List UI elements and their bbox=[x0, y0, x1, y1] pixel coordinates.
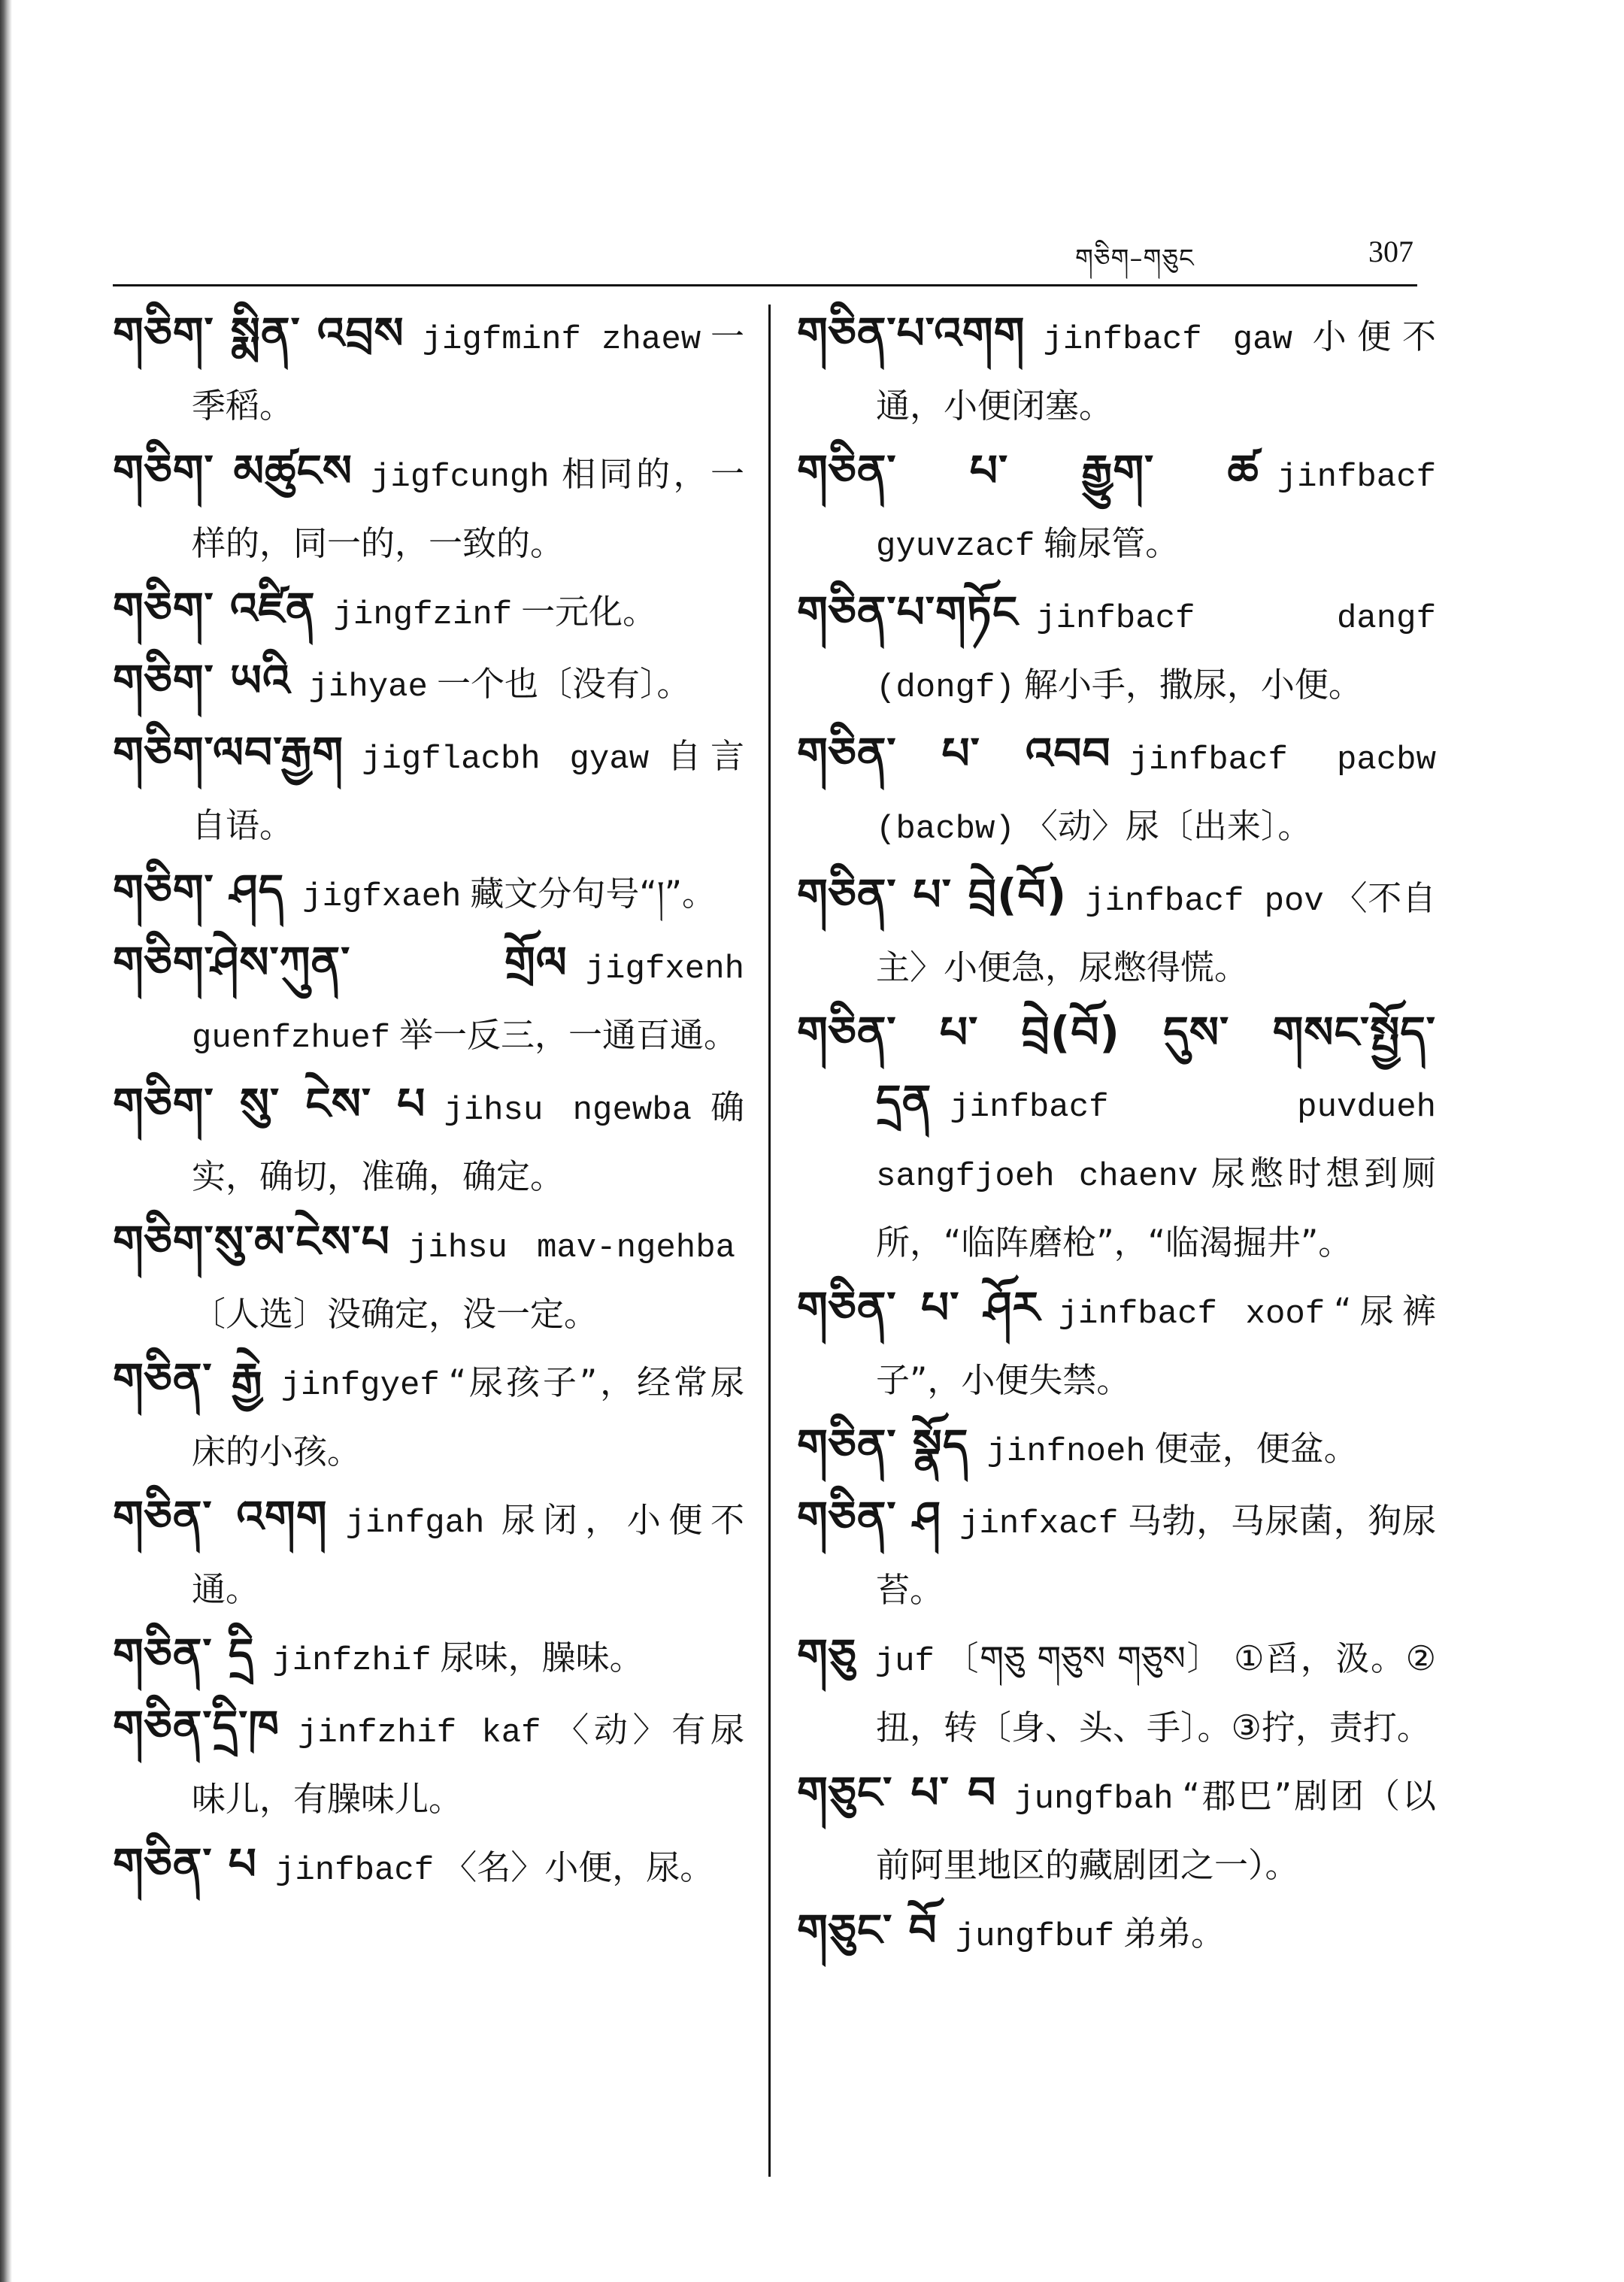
tibetan-headword: གཅིག་ སྨིན་ འབྲས bbox=[113, 308, 404, 359]
tibetan-headword: གཅིན་ པ་ འབབ bbox=[797, 728, 1111, 779]
definition: 一元化。 bbox=[521, 592, 657, 632]
right-column bbox=[797, 301, 1436, 1970]
dictionary-entry bbox=[797, 1413, 1436, 1485]
tibetan-headword: གཅིག་ མཚུངས bbox=[113, 445, 353, 496]
dictionary-entry bbox=[797, 721, 1436, 862]
dictionary-entry bbox=[113, 648, 744, 720]
definition: 马勃，马尿菌，狗尿苔。 bbox=[876, 1501, 1436, 1610]
romanization: jinfbacf puvdueh sangfjoeh chaenv bbox=[876, 1089, 1436, 1196]
tibetan-headword: གཅིན་དྲི་ཁ bbox=[113, 1701, 280, 1752]
definition: 一季稻。 bbox=[192, 317, 744, 426]
tibetan-headword: གཅིག་ཤེས་ཀུན་ གྲོལ bbox=[113, 937, 568, 988]
tibetan-headword: གཅིན་ དྲི bbox=[113, 1629, 255, 1680]
dictionary-entry bbox=[797, 1898, 1436, 1970]
running-head-range: གཅིག–གཅུང bbox=[1075, 244, 1195, 274]
romanization: jinfzhif kaf bbox=[297, 1714, 541, 1752]
tibetan-headword: གཅིག་སུ་མ་ངེས་པ bbox=[113, 1216, 390, 1267]
dictionary-entry bbox=[797, 1275, 1436, 1413]
definition: 〈不自主〉小便急，尿憋得慌。 bbox=[876, 878, 1436, 987]
tibetan-headword: གཅུ bbox=[797, 1629, 857, 1680]
romanization: jinfnoeh bbox=[986, 1433, 1146, 1471]
definition: 便壶，便盆。 bbox=[1154, 1429, 1358, 1468]
page-header bbox=[1053, 229, 1413, 274]
dictionary-entry bbox=[797, 1760, 1436, 1898]
romanization: jigfminf zhaew bbox=[422, 321, 701, 359]
romanization: jingfzinf bbox=[333, 596, 513, 634]
definition: 自言自语。 bbox=[192, 736, 744, 845]
definition: “尿孩子”，经常尿床的小孩。 bbox=[192, 1362, 744, 1471]
dictionary-entry bbox=[113, 1209, 744, 1347]
definition: 尿憋时想到厕所，“临阵磨枪”，“临渴掘井”。 bbox=[876, 1153, 1436, 1262]
romanization: jinfzhif bbox=[272, 1642, 432, 1680]
romanization: jihsu mav-ngehba bbox=[408, 1229, 735, 1267]
romanization: jigflacbh gyaw bbox=[362, 741, 650, 778]
definition: 小便不通，小便闭塞。 bbox=[876, 317, 1436, 426]
dictionary-entry bbox=[797, 580, 1436, 721]
tibetan-headword: གཅིག་ལབ་རྒྱག bbox=[113, 727, 344, 778]
definition: 解小手，撒尿，小便。 bbox=[1023, 665, 1362, 705]
dictionary-entry bbox=[113, 301, 744, 438]
romanization: jinfbacf gaw bbox=[1043, 321, 1292, 359]
definition: 一个也〔没有〕。 bbox=[436, 664, 691, 704]
definition: 举一反三，一通百通。 bbox=[399, 1015, 738, 1055]
romanization: jungfbah bbox=[1014, 1780, 1174, 1818]
dictionary-entry bbox=[113, 438, 744, 576]
tibetan-headword: གཅིན་ པ་ ཤོར bbox=[797, 1282, 1041, 1333]
dictionary-entry bbox=[797, 438, 1436, 580]
romanization: jihyae bbox=[308, 668, 428, 706]
definition: 〈动〉尿〔出来〕。 bbox=[1023, 806, 1312, 846]
dictionary-entry bbox=[797, 1485, 1436, 1623]
definition: “郡巴”剧团（以前阿里地区的藏剧团之一）。 bbox=[876, 1776, 1436, 1885]
tibetan-headword: གཅིན་ པ་ བྲེ(བོ) དུས་ གསང་སྤྱོད་དྲན bbox=[797, 1007, 1436, 1126]
dictionary-entry bbox=[113, 576, 744, 648]
tibetan-headword: གཅིན་ འགག bbox=[113, 1491, 328, 1542]
tibetan-headword: གཅིག་ སུ་ ངེས་ པ bbox=[113, 1078, 426, 1129]
tibetan-headword: གཅིན་པ་གཏོང bbox=[797, 586, 1019, 638]
tibetan-headword: གཅིག་ ཤད bbox=[113, 865, 285, 916]
definition: 尿味，臊味。 bbox=[440, 1638, 644, 1677]
dictionary-entry bbox=[113, 858, 744, 930]
romanization: jinfbacf dangf (dongf) bbox=[876, 600, 1436, 707]
tibetan-headword: གཅིན་ རྒྱེ bbox=[113, 1353, 263, 1405]
dictionary-entry bbox=[797, 862, 1436, 1000]
romanization: juf bbox=[874, 1643, 935, 1680]
definition: 确实，确切，准确，确定。 bbox=[192, 1087, 744, 1196]
dictionary-entry bbox=[113, 1347, 744, 1484]
definition: “尿裤子”，小便失禁。 bbox=[876, 1291, 1436, 1400]
header-rule bbox=[113, 284, 1417, 286]
dictionary-entry bbox=[113, 1484, 744, 1622]
romanization: jinfgah bbox=[345, 1505, 485, 1542]
definition: 藏文分句号“།”。 bbox=[470, 874, 717, 914]
scan-edge bbox=[0, 0, 12, 2282]
romanization: jinfbacf gyuvzacf bbox=[876, 459, 1436, 565]
tibetan-headword: གཅིག་ ཡའི bbox=[113, 655, 291, 706]
tibetan-headword: གཅིན་ པ་ རྒྱུག་ ཚ bbox=[797, 445, 1259, 496]
dictionary-entry bbox=[797, 301, 1436, 438]
tibetan-headword: གཅིན་པ་འགག bbox=[797, 308, 1026, 359]
dictionary-entry bbox=[113, 720, 744, 858]
dictionary-entry bbox=[797, 1000, 1436, 1275]
romanization: jinfgyef bbox=[280, 1367, 440, 1405]
dictionary-entry bbox=[113, 1622, 744, 1694]
romanization: jigfcungh bbox=[371, 459, 550, 496]
tibetan-headword: གཅིན་ པ་ བྲེ(བོ) bbox=[797, 869, 1068, 920]
column-divider bbox=[768, 305, 771, 2177]
romanization: jinfxacf bbox=[959, 1505, 1119, 1543]
dictionary-entry bbox=[113, 930, 744, 1071]
romanization: jinfbacf pacbw (bacbw) bbox=[876, 741, 1436, 848]
tibetan-headword: གཅུང་ པ་ བ bbox=[797, 1767, 997, 1818]
tibetan-headword: གཅིན་ པ bbox=[113, 1838, 257, 1890]
dictionary-entry bbox=[797, 1623, 1436, 1760]
dictionary-entry bbox=[113, 1832, 744, 1904]
dictionary-entry bbox=[113, 1694, 744, 1832]
definition: 输尿管。 bbox=[1044, 523, 1180, 563]
tibetan-headword: གཅིན་ ཤ bbox=[797, 1492, 942, 1543]
tibetan-headword: གཅིན་ སྣོད bbox=[797, 1420, 969, 1471]
page-number: 307 bbox=[1368, 235, 1413, 268]
romanization: jungfbuf bbox=[955, 1918, 1114, 1956]
romanization: jinfbacf bbox=[274, 1852, 435, 1890]
definition: 〈动〉有尿味儿，有臊味儿。 bbox=[192, 1710, 744, 1819]
definition: 〔གཅུ གཅུས གཅུས〕 ①舀，汲。②扭，转〔身、头、手〕。③拧，责打。 bbox=[876, 1638, 1436, 1747]
tibetan-headword: གཅུང་ བོ bbox=[797, 1905, 938, 1956]
romanization: jinfbacf xoof bbox=[1058, 1296, 1326, 1333]
romanization: jihsu ngewba bbox=[444, 1092, 692, 1129]
romanization: jigfxenh guenfzhuef bbox=[192, 950, 744, 1057]
romanization: jigfxaeh bbox=[302, 878, 462, 916]
romanization: jinfbacf pov bbox=[1085, 883, 1324, 920]
dictionary-entry bbox=[113, 1071, 744, 1209]
definition: 相同的，一样的，同一的，一致的。 bbox=[192, 454, 744, 563]
definition: 〔人选〕没确定，没一定。 bbox=[192, 1294, 598, 1334]
definition: 尿闭，小便不通。 bbox=[192, 1500, 744, 1609]
definition: 弟弟。 bbox=[1123, 1914, 1225, 1953]
tibetan-headword: གཅིག་ འཛིན bbox=[113, 583, 316, 634]
left-column bbox=[113, 301, 744, 1904]
definition: 〈名〉小便，尿。 bbox=[443, 1847, 714, 1887]
